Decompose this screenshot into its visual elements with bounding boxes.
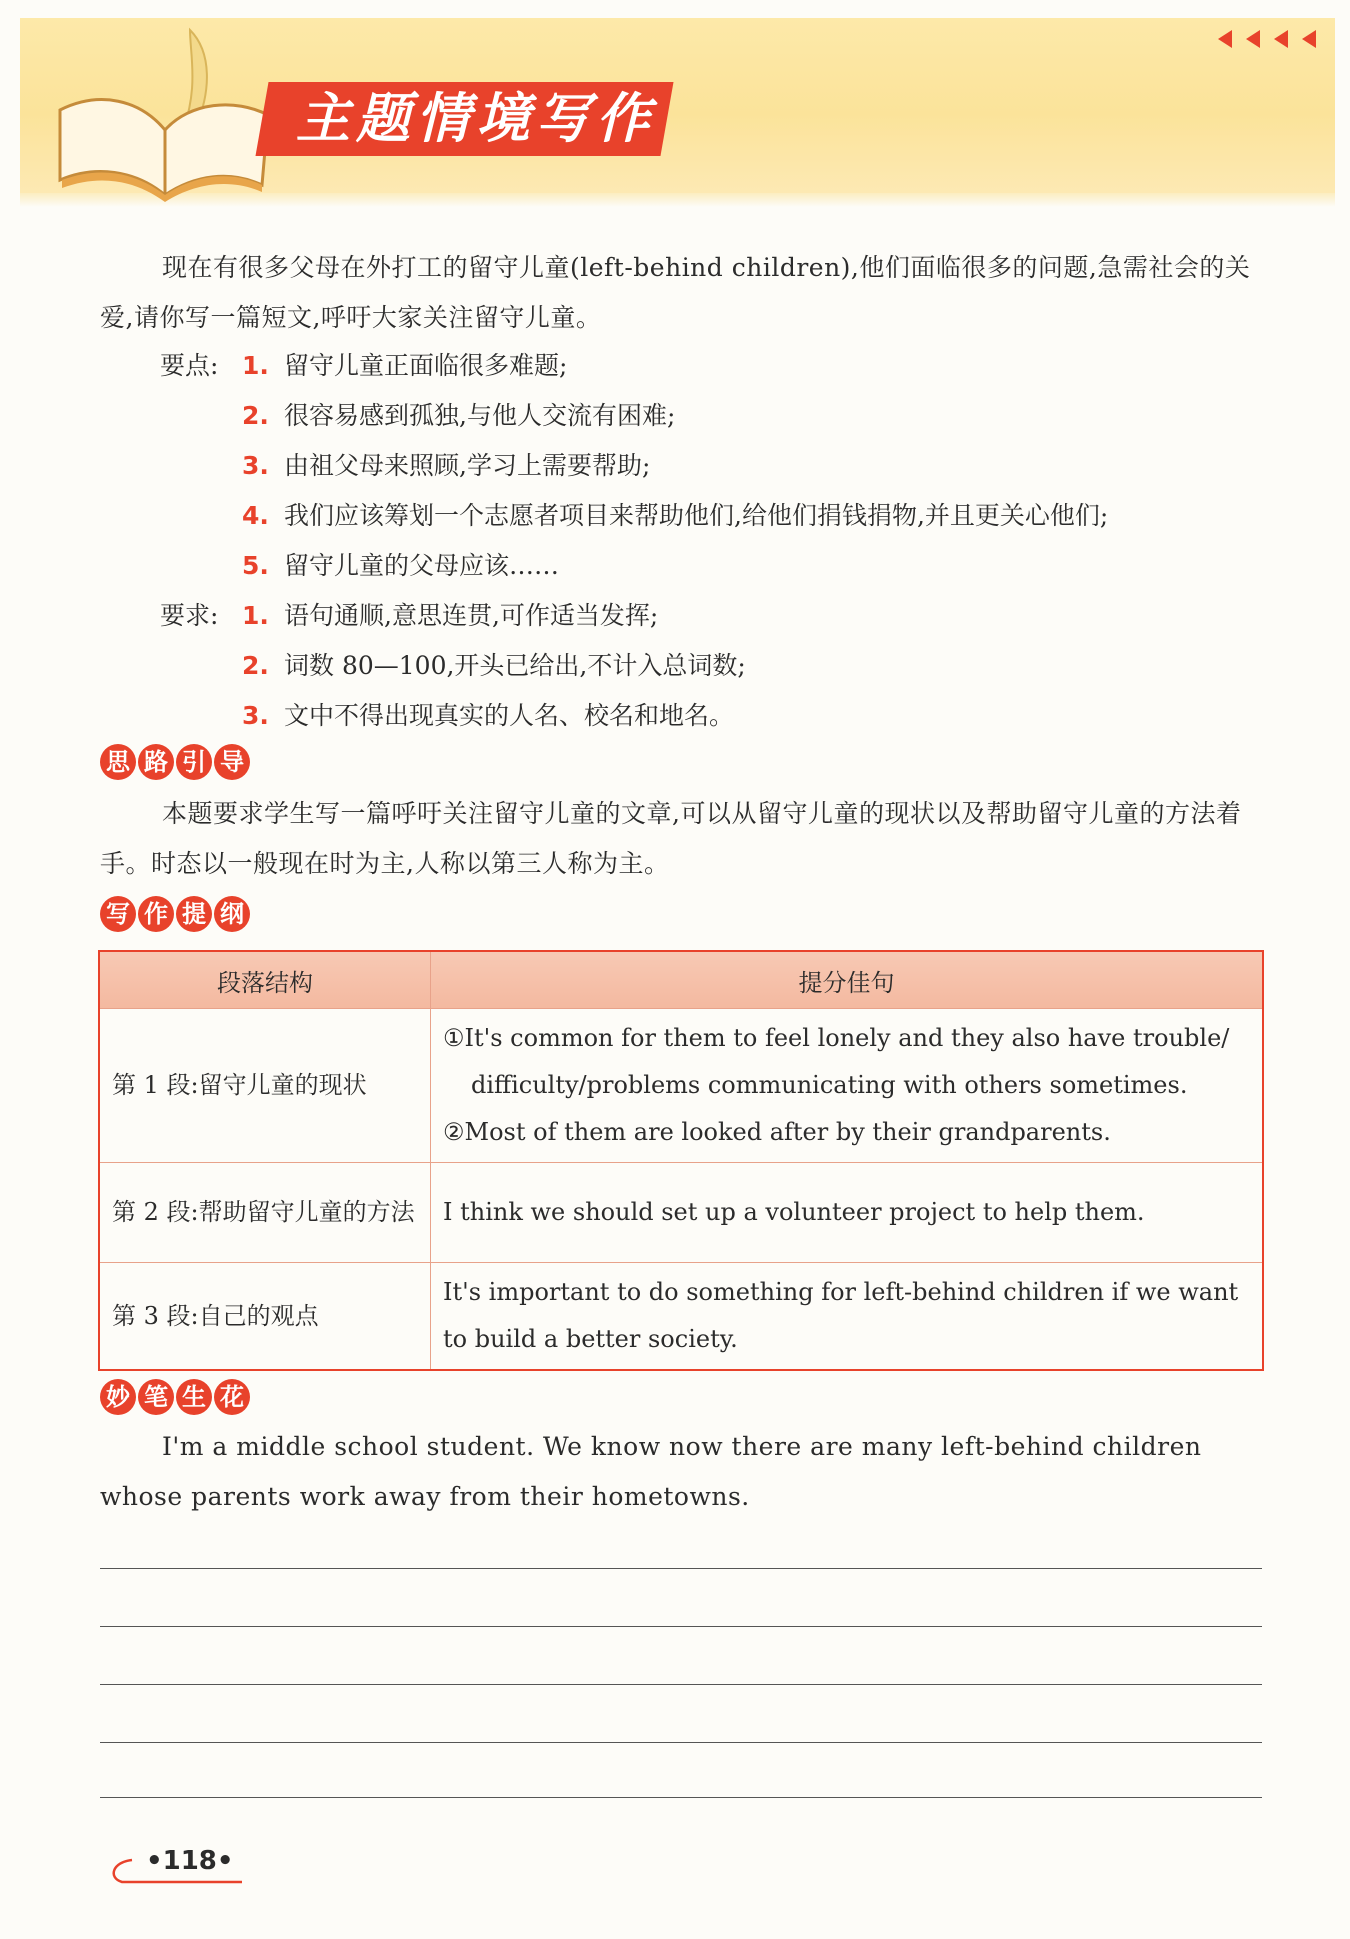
list-item: 1. 语句通顺,意思连贯,可作适当发挥; (242, 601, 659, 630)
table-row (99, 1163, 1263, 1263)
list-item: 5. 留守儿童的父母应该…… (242, 551, 560, 580)
list-item: 3. 文中不得出现真实的人名、校名和地名。 (242, 701, 735, 730)
list-item: 2. 词数 80—100,开头已给出,不计入总词数; (242, 651, 746, 680)
list-item: 3. 由祖父母来照顾,学习上需要帮助; (242, 451, 651, 480)
sample-text: I'm a middle school student. We know now there are many left-behind children whose parents work away from their hometowns. (100, 1432, 1202, 1511)
list-item: 2. 很容易感到孤独,与他人交流有困难; (242, 401, 676, 430)
writing-line[interactable] (100, 1797, 1262, 1798)
prompt-text: 现在有很多父母在外打工的留守儿童(left-behind children),他们面临很多的问题,急需社会的关爱,请你写一篇短文,呼吁大家关注留守儿童。 (100, 253, 1251, 332)
column-header: 段落结构 (99, 951, 431, 1009)
requirements-label: 要求: (160, 601, 219, 630)
list-item: 1. 留守儿童正面临很多难题; (242, 351, 568, 380)
writing-line[interactable] (100, 1568, 1262, 1569)
page-title: 主题情境写作 (296, 87, 656, 150)
writing-line[interactable] (100, 1684, 1262, 1685)
table-cell: 第 2 段:帮助留守儿童的方法 (99, 1163, 431, 1263)
writing-line[interactable] (100, 1742, 1262, 1743)
table-cell: It's important to do something for left-behind children if we want to build a better society. (431, 1263, 1264, 1371)
column-header: 提分佳句 (431, 951, 1264, 1009)
section-heading-sample: 妙 笔 生 花 (100, 1379, 250, 1419)
outline-table (98, 950, 1264, 1371)
table-cell: 第 1 段:留守儿童的现状 (99, 1009, 431, 1163)
points-label: 要点: (160, 351, 219, 380)
table-row (99, 1009, 1263, 1163)
open-book-quill-icon (40, 20, 280, 210)
section-heading-outline: 写 作 提 纲 (100, 896, 250, 936)
table-cell: ①It's common for them to feel lonely and they also have trouble/ difficulty/problems communicating with others sometimes. ②Most of them are looked after by their grandparents. (431, 1009, 1264, 1163)
thinking-text: 本题要求学生写一篇呼吁关注留守儿童的文章,可以从留守儿童的现状以及帮助留守儿童的方法着手。时态以一般现在时为主,人称以第三人称为主。 (100, 799, 1242, 878)
list-item: 4. 我们应该筹划一个志愿者项目来帮助他们,给他们捐钱捐物,并且更关心他们; (242, 501, 1109, 530)
section-heading-thinking: 思 路 引 导 (100, 744, 250, 784)
writing-line[interactable] (100, 1626, 1262, 1627)
arrow-decoration-icon (1198, 24, 1338, 54)
table-cell: 第 3 段:自己的观点 (99, 1263, 431, 1371)
table-row (99, 1263, 1263, 1371)
page-number: •118• (146, 1846, 234, 1876)
table-cell: I think we should set up a volunteer project to help them. (431, 1163, 1264, 1263)
